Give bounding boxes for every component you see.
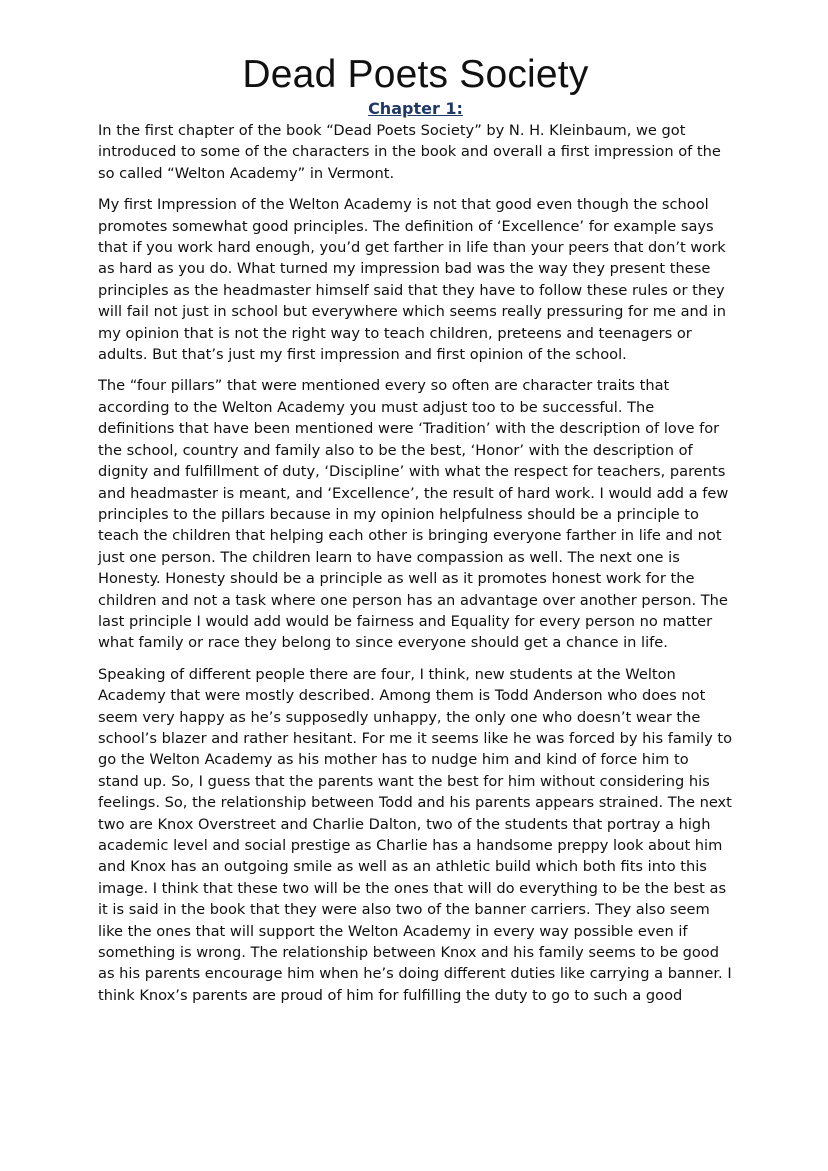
paragraph-intro: In the first chapter of the book “Dead Poets Society” by N. H. Kleinbaum, we got introduced to some of the characters in the book and overall a first impression of the so called “Welton Academy” in Vermont. <box>98 122 721 182</box>
paragraph-students: Speaking of different people there are four, I think, new students at the Welton Academy that were mostly described. Among them is Todd Anderson who does not seem very happy as he’s supposedly unhappy, the only one who doesn’t wear the school’s blazer and rather hesitant. For me it seems like he was forced by his family to go the Welton Academy as his mother has to nudge him and kind of force him to stand up. So, I guess that the parents want the best for him without considering his feelings. So, the relationship between Todd and his parents appears strained. The next two are Knox Overstreet and Charlie Dalton, two of the students that portray a high academic level and social prestige as Charlie has a handsome preppy look about him and Knox has an outgoing smile as well as an athletic build which both fits into this image. I think that these two will be the ones that will do everything to be the best as it is said in the book that they were also two of the banner carriers. They also seem like the ones that will support the Welton Academy in every way possible even if something is wrong. The relationship between Knox and his family seems to be good as his parents encourage him when he’s doing different duties like carrying a banner. I think Knox’s parents are proud of him for fulfilling the duty to go to such a good <box>98 665 733 1004</box>
paragraph-first-impression: My first Impression of the Welton Academy is not that good even though the school promotes somewhat good principles. The definition of ‘Excellence’ for example says that if you work hard enough, you’d get farther in life than your peers that don’t work as hard as you do. What turned my impression bad was the way they present these principles as the headmaster himself said that they have to follow these rules or they will fail not just in school but everywhere which seems really pressuring for me and in my opinion that is not the right way to teach children, preteens and teenagers or adults. But that’s just my first impression and first opinion of the school. <box>98 196 726 364</box>
paragraph-four-pillars: The “four pillars” that were mentioned every so often are character traits that according to the Welton Academy you must adjust too to be successful. The definitions that have been mentioned were ‘Tradition’ with the description of love for the school, country and family also to be the best, ‘Honor’ with the description of dignity and fulfillment of duty, ‘Discipline’ with what the respect for teachers, parents and headmaster is meant, and ‘Excellence’, the result of hard work. I would add a few principles to the pillars because in my opinion helpfulness should be a principle to teach the children that helping each other is bringing everyone farther in life and not just one person. The children learn to have compassion as well. The next one is Honesty. Honesty should be a principle as well as it promotes honest work for the children and not a task where one person has an advantage over another person. The last principle I would add would be fairness and Equality for every person no matter what family or race they belong to since everyone should get a chance in life. <box>98 377 729 652</box>
document-title: Dead Poets Society <box>242 53 589 96</box>
document-page <box>98 52 733 1016</box>
chapter-heading: Chapter 1: <box>368 99 463 118</box>
